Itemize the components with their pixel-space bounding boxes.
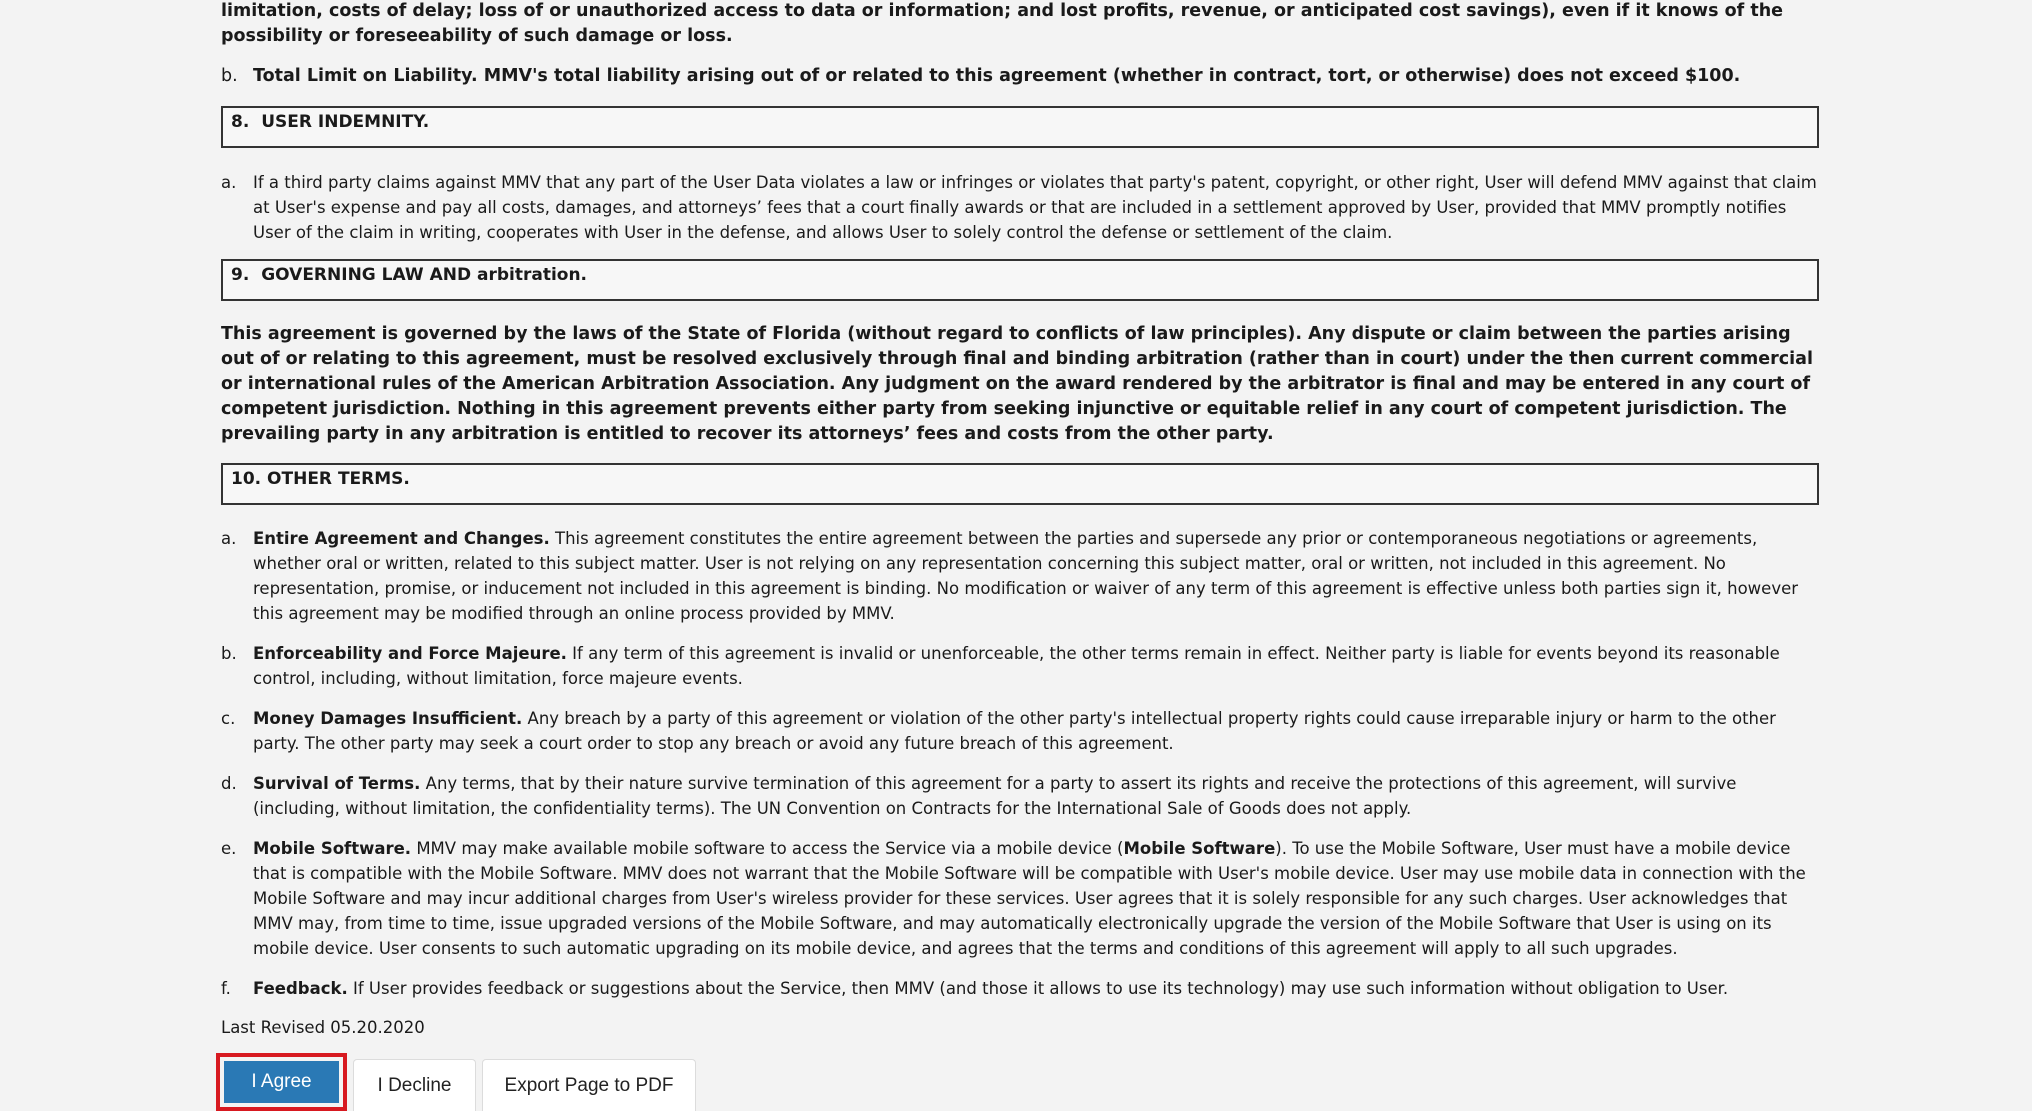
governing-law-text: This agreement is governed by the laws of the State of Florida (without regard to conflicts of law principles). Any dispute or claim between the parties arising out of or relating to this agreement, must be resolved exclusively through final and binding arbitration (rather than in court) under the then current commercial or international rules of the American Arbitration Association. Any judgment on the award rendered by the arbitrator is final and may be entered in any court of competent jurisdiction. Nothing in this agreement prevents either party from seeking injunctive or equitable relief in any court of competent jurisdiction. The prevailing party in any arbitration is entitled to recover its attorneys’ fees and costs from the other party.	[221, 324, 1813, 444]
clause-entire-agreement	[221, 526, 1819, 626]
clause-body	[253, 706, 1819, 756]
clause-text: This agreement constitutes the entire agreement between the parties and supersede any prior or contemporaneous negotiations or agreements, whether oral or written, related to this subject matter. User is not relying on any representation concerning this subject matter, oral or written, not included in this agreement. No representation, promise, or inducement not included in this agreement is binding. No modification or waiver of any term of this agreement is effective unless both parties sign it, however this agreement may be modified through an online process provided by MMV.	[253, 529, 1799, 623]
liability-continued-text: limitation, costs of delay; loss of or unauthorized access to data or information; and lost profits, revenue, or anticipated cost savings), even if it knows of the possibility or foreseeability of such damage or loss.	[221, 1, 1784, 46]
clause-money-damages	[221, 706, 1819, 756]
last-revised: Last Revised 05.20.2020	[221, 1018, 425, 1037]
clause-letter: b.	[221, 644, 237, 663]
section-10-header	[221, 463, 1819, 505]
agreement-content	[221, 0, 1819, 1040]
clause-body	[253, 526, 1819, 626]
section-number: 9.	[231, 265, 250, 285]
section-number: 8.	[231, 112, 250, 132]
clause-text: If any term of this agreement is invalid or unenforceable, the other terms remain in effect. Neither party is liable for events beyond its reasonable control, including, without limitation, force majeure events.	[253, 644, 1780, 688]
action-buttons	[216, 1053, 702, 1111]
clause-total-limit	[221, 64, 1819, 89]
clause-heading: Enforceability and Force Majeure.	[253, 644, 567, 663]
clause-body	[253, 836, 1819, 961]
clause-letter: a.	[221, 529, 237, 548]
clause-user-indemnity	[221, 170, 1819, 245]
clause-heading: Mobile Software.	[253, 839, 412, 858]
clause-text: If a third party claims against MMV that any part of the User Data violates a law or infringes or violates that party's patent, copyright, or other right, User will defend MMV against that claim at User's expense and pay all costs, damages, and attorneys’ fees that a court finally awards or that are included in a settlement approved by User, provided that MMV promptly notifies User of the claim in writing, cooperates with User in the defense, and allows User to solely control the defense or settlement of the claim.	[253, 173, 1817, 242]
clause-heading: Survival of Terms.	[253, 774, 421, 793]
clause-defined-term: Mobile Software	[1123, 839, 1276, 858]
decline-button[interactable]: I Decline	[353, 1059, 476, 1111]
section-8-header	[221, 106, 1819, 148]
clause-heading: Money Damages Insufficient.	[253, 709, 523, 728]
clause-letter: e.	[221, 839, 237, 858]
clause-heading: Feedback.	[253, 979, 348, 998]
section-title: USER INDEMNITY.	[261, 112, 430, 132]
section-number: 10.	[231, 469, 262, 489]
clause-letter: b.	[221, 66, 238, 86]
clause-enforceability	[221, 641, 1819, 691]
clause-survival	[221, 771, 1819, 821]
clause-mobile-software	[221, 836, 1819, 961]
clause-letter: a.	[221, 173, 237, 192]
agree-button-highlight	[216, 1053, 347, 1111]
clause-feedback	[221, 976, 1819, 1001]
clause-body	[253, 771, 1819, 821]
clause-text-before: MMV may make available mobile software to access the Service via a mobile device (	[411, 839, 1124, 858]
clause-letter: c.	[221, 709, 236, 728]
clause-text: Any breach by a party of this agreement or violation of the other party's intellectual property rights could cause irreparable injury or harm to the other party. The other party may seek a court order to stop any breach or avoid any future breach of this agreement.	[253, 709, 1776, 753]
clause-body	[253, 976, 1819, 1001]
clause-text: Any terms, that by their nature survive termination of this agreement for a party to assert its rights and receive the protections of this agreement, will survive (including, without limitation, the confidentiality terms). The UN Convention on Contracts for the International Sale of Goods does not apply.	[253, 774, 1737, 818]
clause-text: If User provides feedback or suggestions about the Service, then MMV (and those it allows to use its technology) may use such information without obligation to User.	[347, 979, 1729, 998]
clause-text: Total Limit on Liability. MMV's total liability arising out of or related to this agreement (whether in contract, tort, or otherwise) does not exceed $100.	[253, 66, 1741, 86]
clause-text: ). To use the Mobile Software, User must have a mobile device that is compatible with the Mobile Software. MMV does not warrant that the Mobile Software will be compatible with User's mobile device. User may use mobile data in connection with the Mobile Software and may incur additional charges from User's wireless provider for these services. User agrees that it is solely responsible for any such charges. User acknowledges that MMV may, from time to time, issue upgraded versions of the Mobile Software, and may automatically electronically upgrade the version of the Mobile Software that User is using on its mobile device. User consents to such automatic upgrading on its mobile device, and agrees that the terms and conditions of this agreement will apply to all such upgrades.	[253, 839, 1806, 958]
section-9-header	[221, 259, 1819, 301]
clause-letter: f.	[221, 979, 231, 998]
clause-letter: d.	[221, 774, 237, 793]
section-title: GOVERNING LAW AND arbitration.	[261, 265, 588, 285]
agree-button[interactable]: I Agree	[224, 1061, 339, 1103]
export-pdf-button[interactable]: Export Page to PDF	[482, 1059, 696, 1111]
section-title: OTHER TERMS.	[267, 469, 410, 489]
clause-heading: Entire Agreement and Changes.	[253, 529, 550, 548]
clause-body	[253, 641, 1819, 691]
